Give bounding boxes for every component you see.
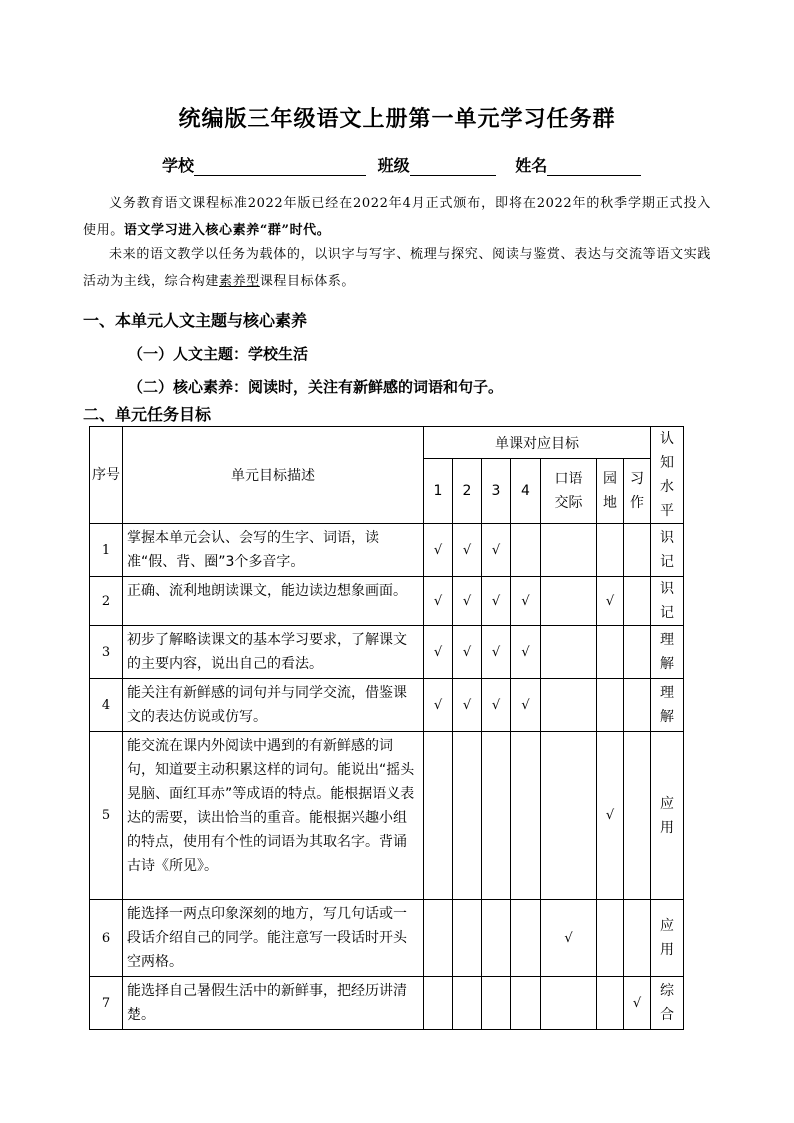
check-cell: √	[453, 524, 482, 577]
goals-table	[89, 426, 684, 1030]
row-description: 初步了解略读课文的基本学习要求，了解课文的主要内容，说出自己的看法。	[123, 626, 424, 679]
check-cell	[624, 577, 651, 626]
row-level: 应用	[651, 732, 684, 900]
check-cell	[482, 977, 511, 1030]
check-cell	[482, 732, 511, 900]
page-title: 统编版三年级语文上册第一单元学习任务群	[178, 107, 616, 132]
check-cell	[624, 732, 651, 900]
check-cell	[624, 900, 651, 977]
check-cell: √	[424, 524, 453, 577]
table-row	[90, 679, 684, 732]
header-desc: 单元目标描述	[123, 427, 424, 524]
check-cell	[511, 900, 541, 977]
section1-heading: 一、本单元人文主题与核心素养	[83, 311, 308, 330]
check-cell	[541, 977, 597, 1030]
check-cell	[541, 732, 597, 900]
row-level: 应用	[651, 900, 684, 977]
check-cell	[511, 977, 541, 1030]
check-cell: √	[511, 577, 541, 626]
info-fields	[162, 153, 641, 176]
row-level: 理解	[651, 679, 684, 732]
row-description: 能选择一两点印象深刻的地方，写几句话或一段话介绍自己的同学。能注意写一段话时开头空两格。	[123, 900, 424, 977]
check-cell	[482, 900, 511, 977]
row-level: 综合	[651, 977, 684, 1030]
check-cell: √	[511, 626, 541, 679]
check-cell	[424, 900, 453, 977]
header-lesson-1: 1	[424, 459, 453, 524]
intro-paragraph-1	[83, 190, 711, 244]
row-index: 3	[90, 626, 123, 679]
table-row	[90, 524, 684, 577]
row-description: 掌握本单元会认、会写的生字、词语，读准“假、背、圈”3个多音字。	[123, 524, 424, 577]
check-cell	[511, 524, 541, 577]
check-cell: √	[482, 626, 511, 679]
check-cell	[453, 732, 482, 900]
check-cell	[597, 977, 624, 1030]
check-cell	[541, 577, 597, 626]
row-index: 5	[90, 732, 123, 900]
check-cell	[624, 524, 651, 577]
row-level: 识记	[651, 577, 684, 626]
header-writing: 习作	[624, 459, 651, 524]
check-cell: √	[453, 679, 482, 732]
name-label: 姓名	[515, 156, 548, 175]
header-lesson-3: 3	[482, 459, 511, 524]
check-cell	[453, 900, 482, 977]
check-cell	[624, 679, 651, 732]
row-description: 能选择自己暑假生活中的新鲜事，把经历讲清楚。	[123, 977, 424, 1030]
theme-line: （一）人文主题：学校生活	[128, 345, 309, 363]
check-cell: √	[624, 977, 651, 1030]
table-row	[90, 577, 684, 626]
header-lesson-2: 2	[453, 459, 482, 524]
row-description: 能关注有新鲜感的词句并与同学交流，借鉴课文的表达仿说或仿写。	[123, 679, 424, 732]
check-cell	[597, 524, 624, 577]
check-cell: √	[424, 626, 453, 679]
class-input-line[interactable]	[410, 159, 496, 176]
class-label: 班级	[377, 156, 410, 175]
intro-p2-underline: 素养型	[219, 274, 260, 289]
row-index: 6	[90, 900, 123, 977]
check-cell: √	[453, 626, 482, 679]
check-cell	[541, 626, 597, 679]
intro-paragraph-2	[83, 241, 711, 295]
row-index: 2	[90, 577, 123, 626]
check-cell	[624, 626, 651, 679]
table-row	[90, 626, 684, 679]
school-input-line[interactable]	[194, 159, 366, 176]
check-cell	[597, 900, 624, 977]
check-cell	[424, 732, 453, 900]
check-cell	[597, 626, 624, 679]
intro-p2-after: 课程目标体系。	[259, 274, 356, 289]
check-cell	[511, 732, 541, 900]
check-cell: √	[541, 900, 597, 977]
intro-p2-before: 未来的语文教学以任务为载体的，以识字与写字、梳理与探究、阅读与鉴赏、表达与交流等语文实践活动为主线，综合构建	[83, 247, 711, 289]
row-index: 4	[90, 679, 123, 732]
section2-heading: 二、单元任务目标	[83, 405, 212, 424]
check-cell	[541, 679, 597, 732]
table-row	[90, 900, 684, 977]
name-input-line[interactable]	[547, 159, 641, 176]
row-level: 理解	[651, 626, 684, 679]
literacy-line: （二）核心素养：阅读时，关注有新鲜感的词语和句子。	[128, 378, 504, 396]
table-row	[90, 732, 684, 900]
row-description: 正确、流利地朗读课文，能边读边想象画面。	[123, 577, 424, 626]
header-index: 序号	[90, 427, 123, 524]
intro-p1-text: 义务教育语文课程标准2022年版已经在2022年4月正式颁布，即将在2022年的秋季学期正式投入使用。	[83, 196, 711, 238]
check-cell	[597, 679, 624, 732]
row-level: 识记	[651, 524, 684, 577]
check-cell: √	[424, 679, 453, 732]
check-cell: √	[453, 577, 482, 626]
check-cell: √	[482, 577, 511, 626]
check-cell: √	[424, 577, 453, 626]
check-cell: √	[597, 732, 624, 900]
header-lesson-4: 4	[511, 459, 541, 524]
school-label: 学校	[162, 156, 195, 175]
header-group: 单课对应目标	[424, 427, 651, 459]
row-description: 能交流在课内外阅读中遇到的有新鲜感的词句，知道要主动积累这样的词句。能说出“摇头晃脑、面红耳赤”等成语的特点。能根据语义表达的需要，读出恰当的重音。能根据兴趣小组的特点，使用有个性的词语为其取名字。背诵古诗《所见》。	[123, 732, 424, 900]
row-index: 1	[90, 524, 123, 577]
header-oral: 口语交际	[541, 459, 597, 524]
check-cell	[424, 977, 453, 1030]
table-row	[90, 977, 684, 1030]
check-cell: √	[597, 577, 624, 626]
check-cell	[541, 524, 597, 577]
check-cell: √	[482, 524, 511, 577]
check-cell: √	[511, 679, 541, 732]
check-cell	[453, 977, 482, 1030]
intro-p1-bold: 语文学习进入核心素养“群”时代。	[123, 223, 331, 238]
row-index: 7	[90, 977, 123, 1030]
header-level: 认知水平	[651, 427, 684, 524]
header-garden: 园地	[597, 459, 624, 524]
check-cell: √	[482, 679, 511, 732]
